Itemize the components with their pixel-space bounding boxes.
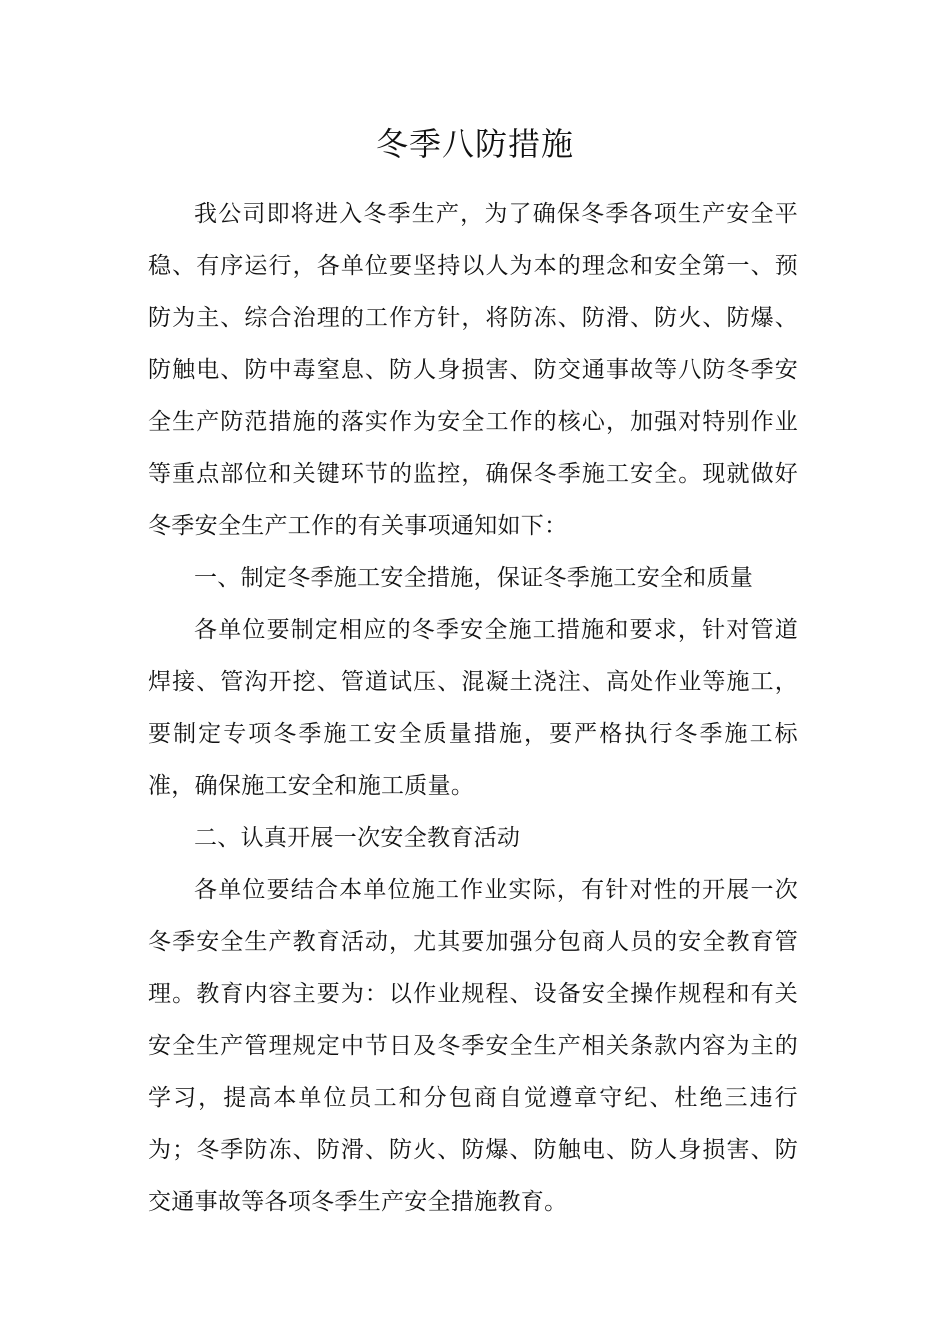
document-title: 冬季八防措施 — [375, 125, 574, 163]
document-body — [148, 188, 798, 1228]
section-paragraph-1: 各单位要制定相应的冬季安全施工措施和要求，针对管道焊接、管沟开挖、管道试压、混凝土浇注、高处作业等施工，要制定专项冬季施工安全质量措施，要严格执行冬季施工标准，确保施工安全和施工质量。 — [148, 617, 798, 799]
section-heading-2: 二、认真开展一次安全教育活动 — [194, 825, 521, 851]
section-heading-1: 一、制定冬季施工安全措施，保证冬季施工安全和质量 — [194, 565, 754, 591]
section-paragraph-2: 各单位要结合本单位施工作业实际，有针对性的开展一次冬季安全生产教育活动，尤其要加强分包商人员的安全教育管理。教育内容主要为：以作业规程、设备安全操作规程和有关安全生产管理规定中节日及冬季安全生产相关条款内容为主的学习，提高本单位员工和分包商自觉遵章守纪、杜绝三违行为；冬季防冻、防滑、防火、防爆、防触电、防人身损害、防交通事故等各项冬季生产安全措施教育。 — [148, 877, 798, 1215]
intro-paragraph: 我公司即将进入冬季生产，为了确保冬季各项生产安全平稳、有序运行，各单位要坚持以人为本的理念和安全第一、预防为主、综合治理的工作方针，将防冻、防滑、防火、防爆、防触电、防中毒窒息、防人身损害、防交通事故等八防冬季安全生产防范措施的落实作为安全工作的核心，加强对特别作业等重点部位和关键环节的监控，确保冬季施工安全。现就做好冬季安全生产工作的有关事项通知如下： — [148, 201, 798, 539]
